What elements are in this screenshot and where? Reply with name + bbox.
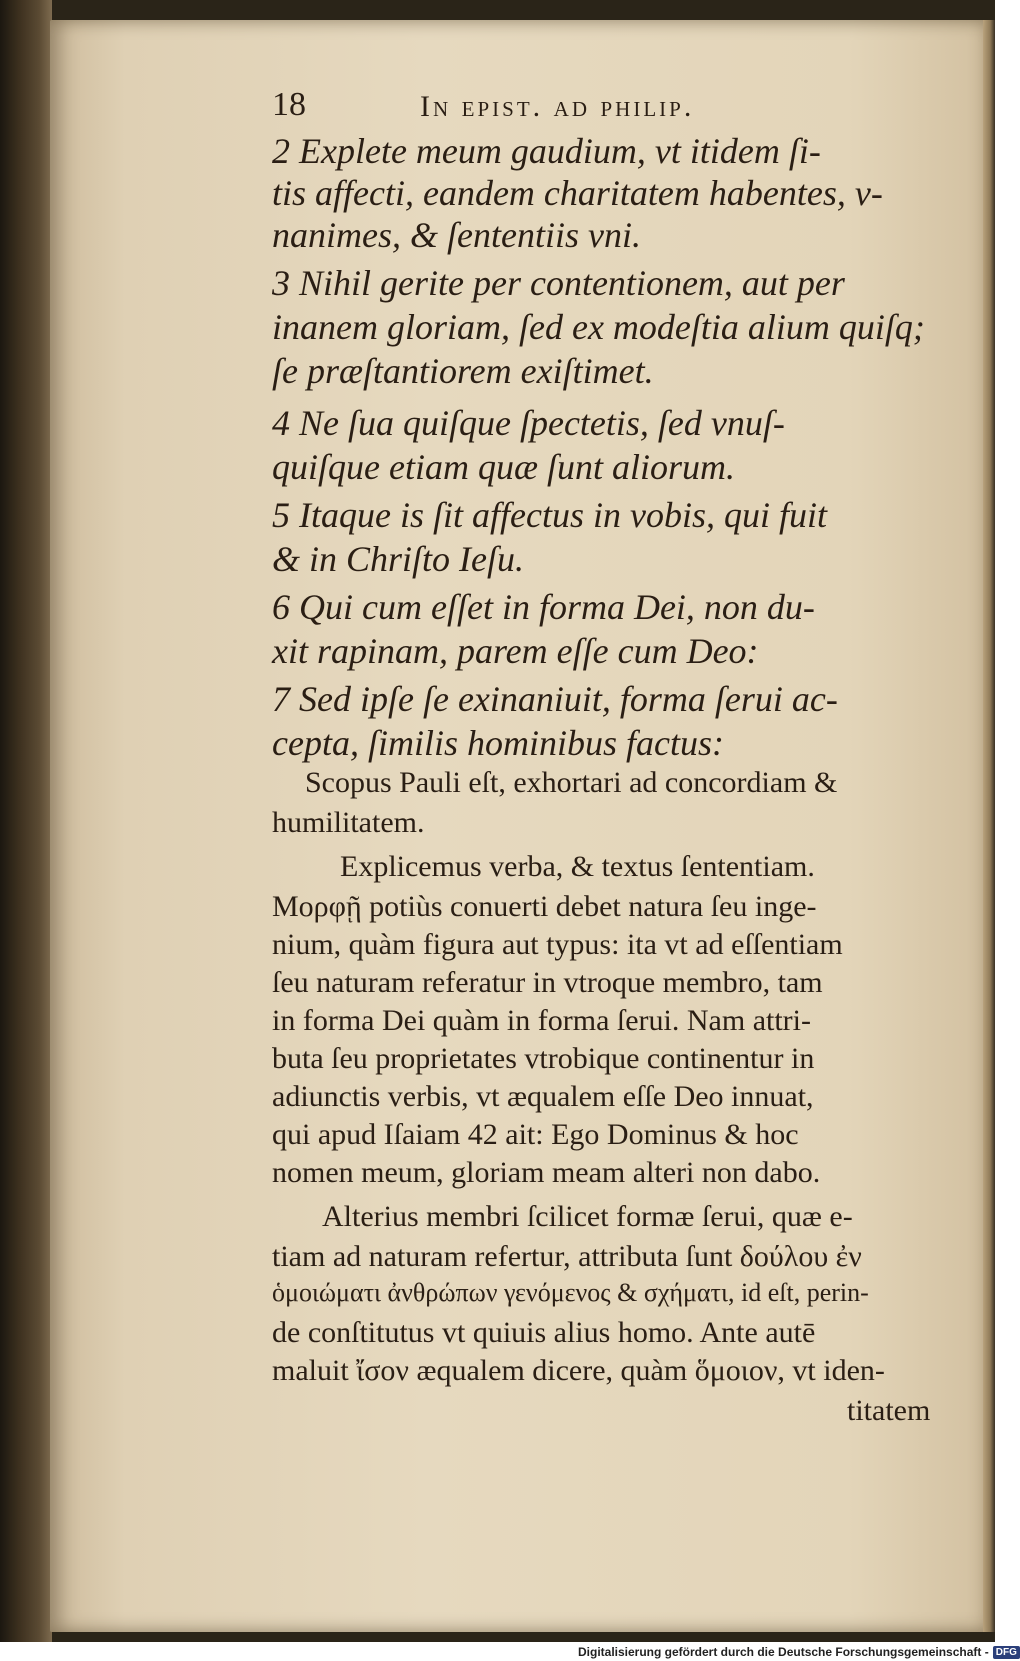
commentary-line: Μορφῇ potiùs conuerti debet natura ſeu inge- bbox=[272, 890, 817, 923]
running-title: In epist. ad philip. bbox=[420, 90, 695, 123]
commentary-line: nium, quàm figura aut typus: ita vt ad eſſentiam bbox=[272, 928, 843, 961]
commentary-line: de conſtitutus vt quiuis alius homo. Ante autē bbox=[272, 1316, 816, 1349]
commentary-line: in forma Dei quàm in forma ſerui. Nam attri- bbox=[272, 1004, 811, 1037]
verse-line: ſe præſtantiorem exiſtimet. bbox=[272, 351, 654, 391]
footer-text: Digitalisierung gefördert durch die Deutsche Forschungsgemeinschaft - bbox=[578, 1645, 989, 1659]
commentary-line: Explicemus verba, & textus ſententiam. bbox=[340, 850, 815, 883]
commentary-line: Alterius membri ſcilicet formæ ſerui, quæ e- bbox=[322, 1200, 853, 1233]
verse-line: quiſque etiam quæ ſunt aliorum. bbox=[272, 447, 735, 487]
commentary-line: buta ſeu proprietates vtrobique continentur in bbox=[272, 1042, 815, 1075]
digitization-credit bbox=[578, 1643, 1020, 1661]
dfg-logo: DFG bbox=[993, 1646, 1020, 1659]
commentary-line: adiunctis verbis, vt æqualem eſſe Deo innuat, bbox=[272, 1080, 814, 1113]
verse-line: tis affecti, eandem charitatem habentes, v- bbox=[272, 173, 883, 213]
commentary-line: humilitatem. bbox=[272, 806, 425, 839]
verse-line: 5 Itaque is ſit affectus in vobis, qui fuit bbox=[272, 495, 827, 535]
verse-line: nanimes, & ſententiis vni. bbox=[272, 215, 641, 255]
commentary-line: ſeu naturam referatur in vtroque membro, tam bbox=[272, 966, 823, 999]
verse-line: 2 Explete meum gaudium, vt itidem ſi- bbox=[272, 131, 821, 171]
verse-line: 3 Nihil gerite per contentionem, aut per bbox=[272, 263, 845, 303]
page-number: 18 bbox=[272, 86, 306, 123]
verse-line: & in Chriſto Ieſu. bbox=[272, 539, 524, 579]
commentary-line: tiam ad naturam refertur, attributa ſunt δούλου ἐν bbox=[272, 1240, 862, 1273]
commentary-line: maluit ἴσον æqualem dicere, quàm ὅμοιον, vt iden- bbox=[272, 1354, 885, 1387]
page-edge bbox=[983, 20, 995, 1632]
verse-line: xit rapinam, parem eſſe cum Deo: bbox=[272, 631, 759, 671]
commentary-line: ὁμοιώματι ἀνθρώπων γενόμενος & σχήματι, id eſt, perin- bbox=[272, 1278, 869, 1307]
verse-line: 6 Qui cum eſſet in forma Dei, non du- bbox=[272, 587, 815, 627]
verse-line: inanem gloriam, ſed ex modeſtia alium quiſq; bbox=[272, 307, 925, 347]
verse-line: 7 Sed ipſe ſe exinaniuit, forma ſerui ac- bbox=[272, 679, 838, 719]
commentary-line: qui apud Iſaiam 42 ait: Ego Dominus & hoc bbox=[272, 1118, 799, 1151]
verse-line: 4 Ne ſua quiſque ſpectetis, ſed vnuſ- bbox=[272, 403, 785, 443]
verse-line: cepta, ſimilis hominibus factus: bbox=[272, 723, 724, 763]
catchword: titatem bbox=[847, 1394, 931, 1427]
commentary-line: Scopus Pauli eſt, exhortari ad concordiam & bbox=[305, 766, 838, 799]
commentary-line: nomen meum, gloriam meam alteri non dabo. bbox=[272, 1156, 821, 1189]
book-spine bbox=[0, 0, 52, 1642]
